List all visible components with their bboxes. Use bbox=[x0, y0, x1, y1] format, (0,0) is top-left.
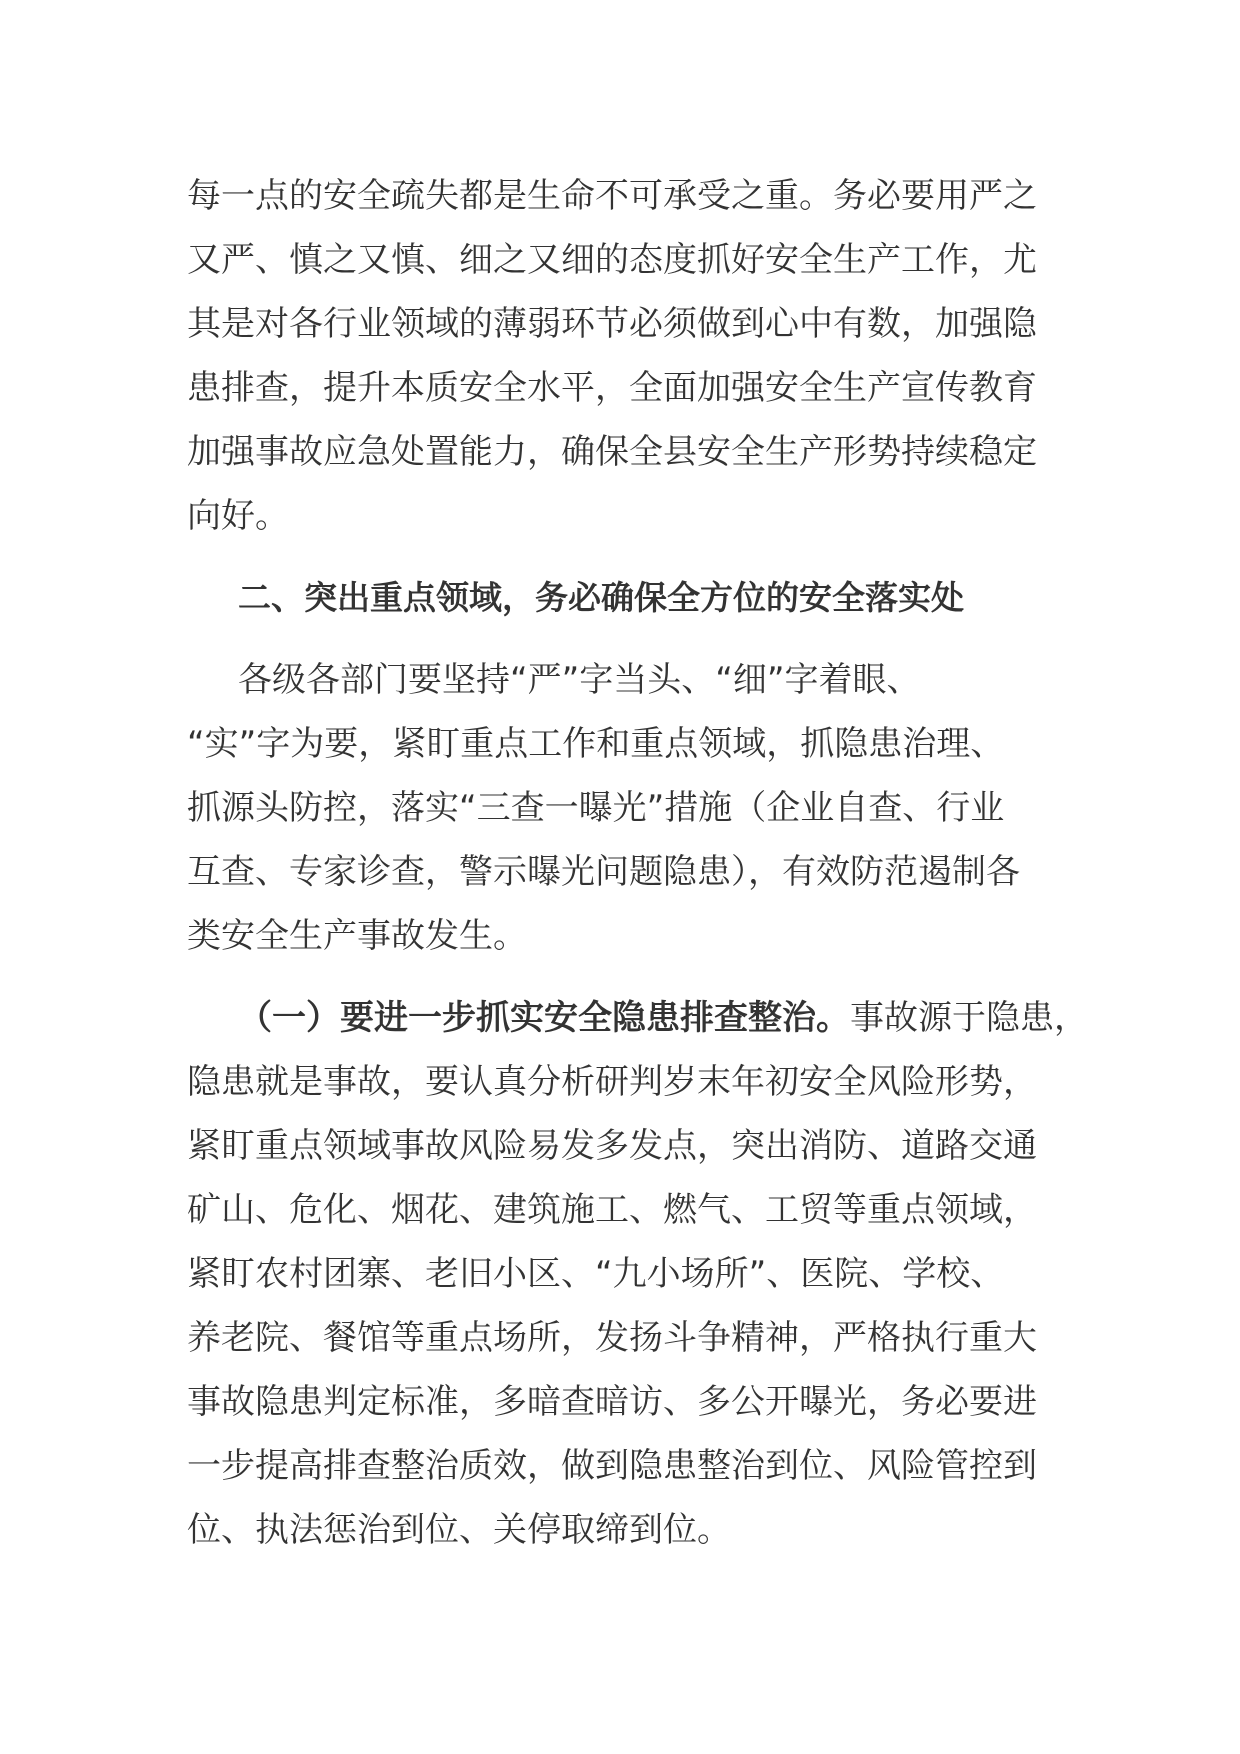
para3-line-7: 事故隐患判定标准，多暗查暗访、多公开曝光，务必要进 bbox=[187, 1382, 1037, 1422]
para1-line-1: 每一点的安全疏失都是生命不可承受之重。务必要用严之 bbox=[187, 176, 1037, 216]
para1-line-3: 其是对各行业领域的薄弱环节必须做到心中有数，加强隐 bbox=[187, 304, 1037, 344]
para1-line-4: 患排查，提升本质安全水平，全面加强安全生产宣传教育 bbox=[187, 368, 1037, 408]
para2-line-3: 抓源头防控，落实“三查一曝光”措施（企业自查、行业 bbox=[187, 788, 1005, 828]
para3-line-6: 养老院、餐馆等重点场所，发扬斗争精神，严格执行重大 bbox=[187, 1318, 1037, 1358]
para1-line-2: 又严、慎之又慎、细之又细的态度抓好安全生产工作，尤 bbox=[187, 240, 1037, 280]
para2-line-4: 互查、专家诊查，警示曝光问题隐患），有效防范遏制各 bbox=[187, 852, 1020, 892]
section-heading: 二、突出重点领域，务必确保全方位的安全落实处 bbox=[238, 578, 964, 617]
para3-line-9: 位、执法惩治到位、关停取缔到位。 bbox=[187, 1510, 731, 1550]
para3-line-2: 隐患就是事故，要认真分析研判岁末年初安全风险形势， bbox=[187, 1062, 1037, 1102]
subsection-lead: （一）要进一步抓实安全隐患排查整治。 bbox=[238, 998, 850, 1038]
para2-line-1: 各级各部门要坚持“严”字当头、“细”字着眼、 bbox=[238, 660, 921, 700]
para2-line-2: “实”字为要，紧盯重点工作和重点领域，抓隐患治理、 bbox=[187, 724, 1005, 764]
para3-line-5: 紧盯农村团寨、老旧小区、“九小场所”、医院、学校、 bbox=[187, 1254, 1005, 1294]
para1-line-6: 向好。 bbox=[187, 496, 289, 536]
para3-line-4: 矿山、危化、烟花、建筑施工、燃气、工贸等重点领域， bbox=[187, 1190, 1037, 1230]
para3-line-1-rest: 事故源于隐患， bbox=[850, 998, 1088, 1038]
para2-line-5: 类安全生产事故发生。 bbox=[187, 916, 527, 956]
para1-line-5: 加强事故应急处置能力，确保全县安全生产形势持续稳定 bbox=[187, 432, 1037, 472]
para3-line-8: 一步提高排查整治质效，做到隐患整治到位、风险管控到 bbox=[187, 1446, 1037, 1486]
para3-line-1 bbox=[238, 988, 1088, 1048]
para3-line-3: 紧盯重点领域事故风险易发多发点，突出消防、道路交通 bbox=[187, 1126, 1037, 1166]
